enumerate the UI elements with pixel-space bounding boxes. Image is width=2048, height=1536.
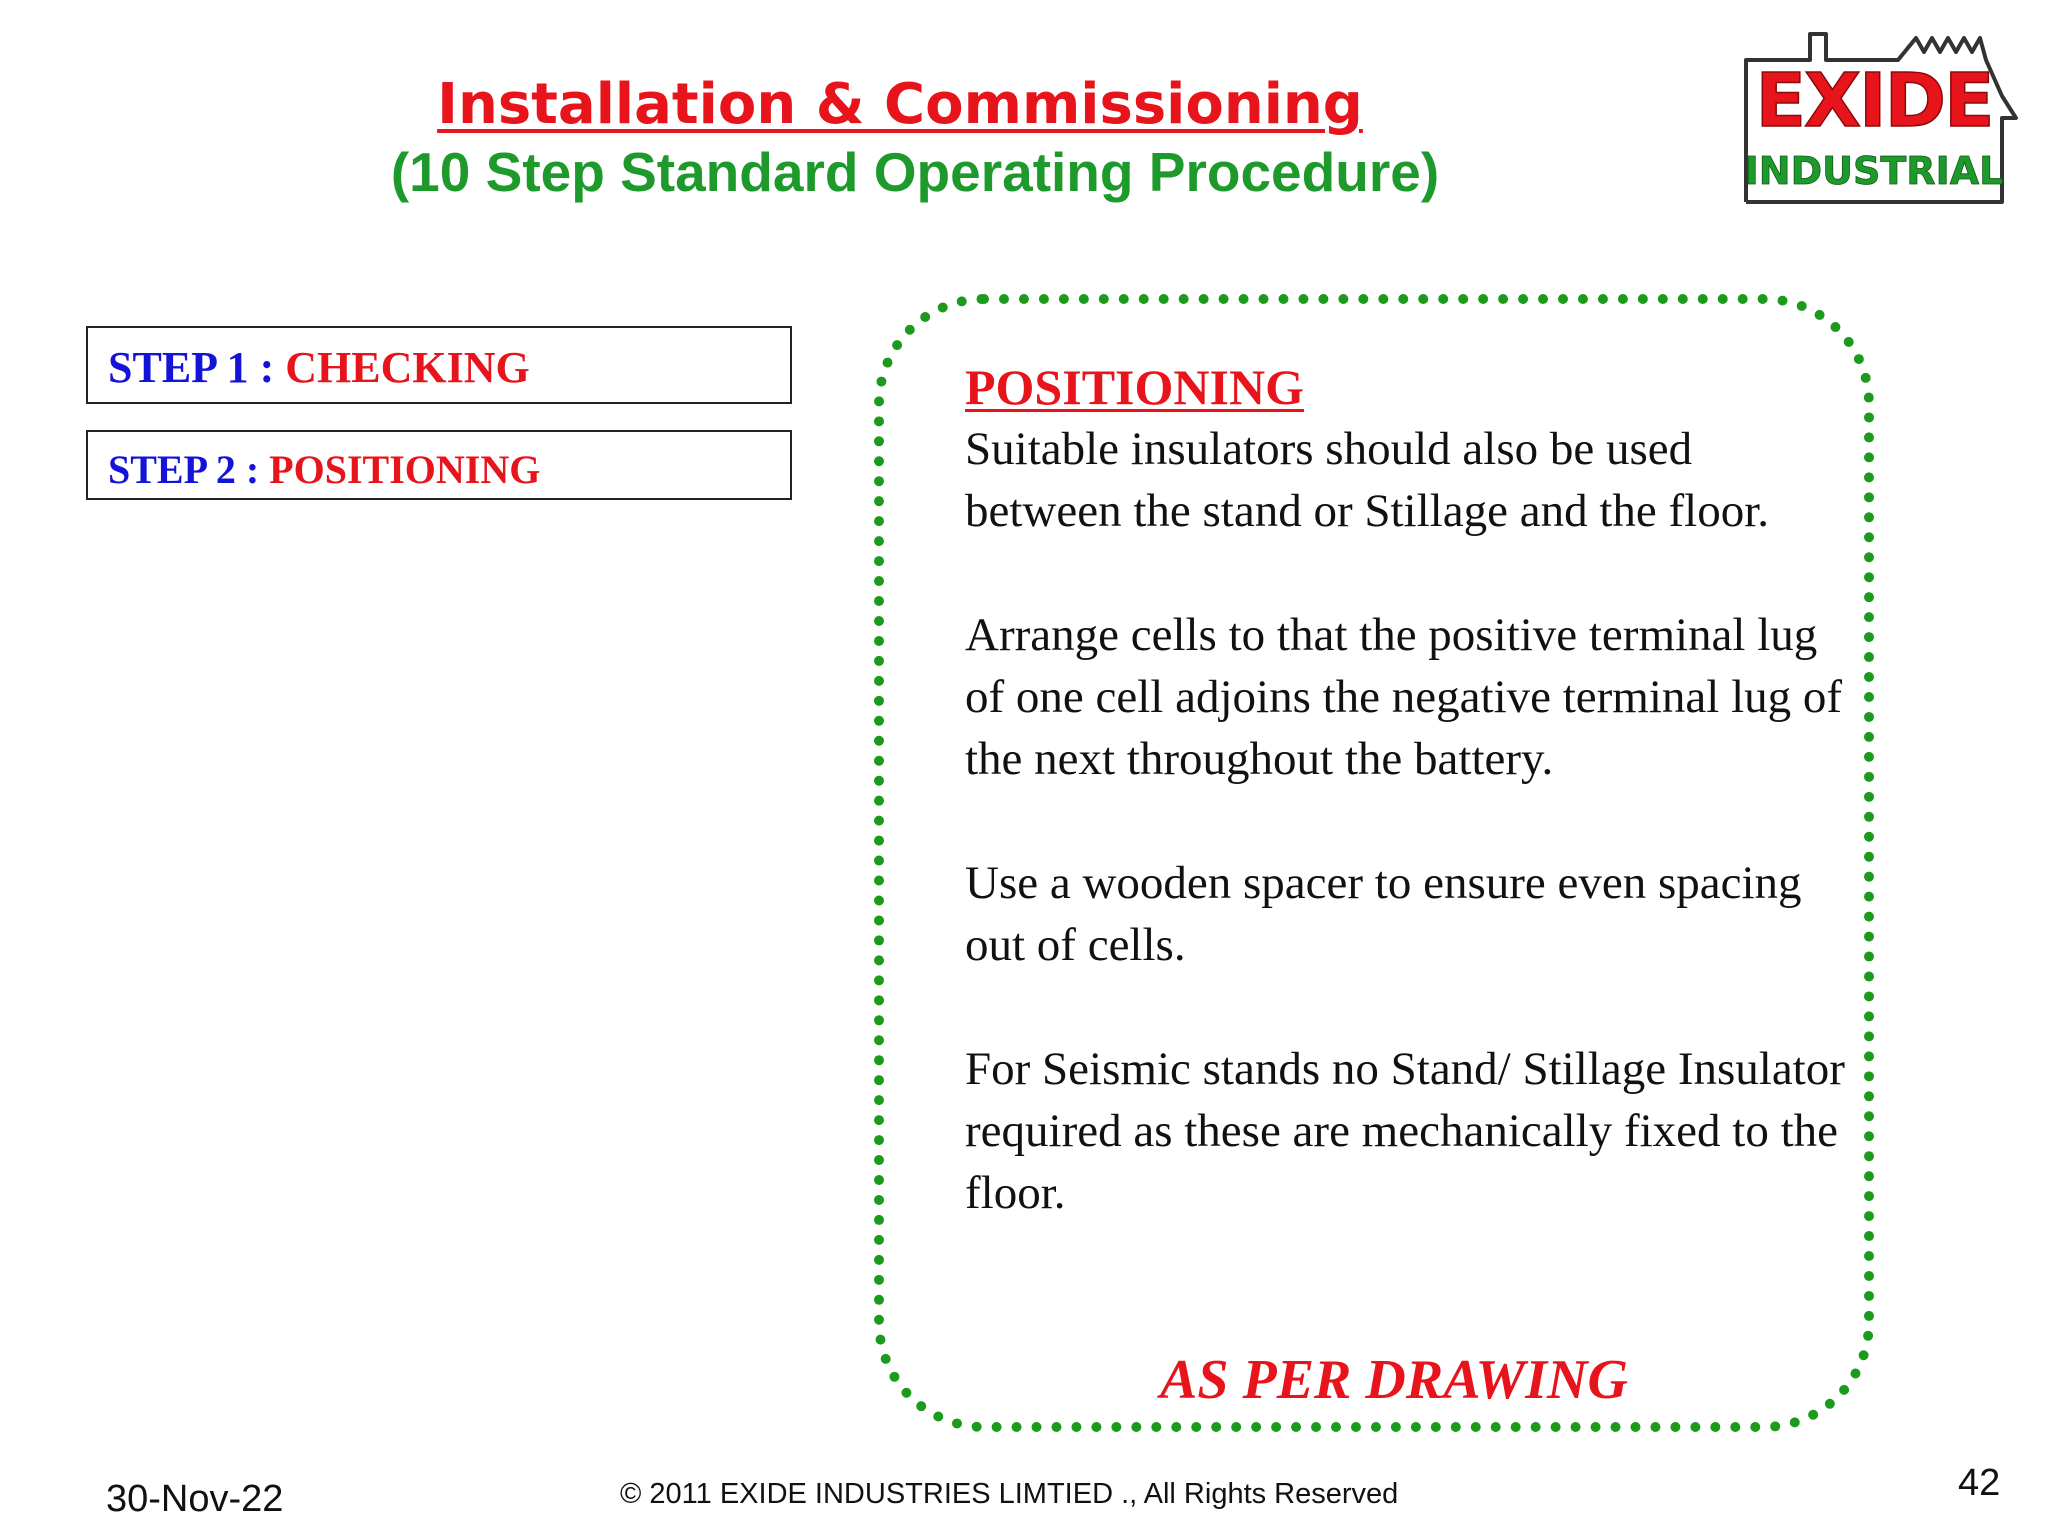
panel-paragraph-insulators: Suitable insulators should also be used between the stand or Stillage and the floor. [965, 423, 1770, 537]
step-1-name: CHECKING [285, 343, 530, 392]
step-2-box [86, 430, 792, 500]
step-2-label: STEP 2 : [108, 447, 260, 492]
slide-subtitle: (10 Step Standard Operating Procedure) [390, 141, 1440, 203]
positioning-panel-content [965, 356, 1845, 1224]
slide-title: Installation & Commissioning [437, 72, 1363, 137]
step-2-name: POSITIONING [269, 447, 541, 492]
page-number: 42 [1958, 1462, 2001, 1504]
panel-heading: POSITIONING [965, 359, 1304, 415]
panel-note: AS PER DRAWING [1160, 1349, 1628, 1411]
exide-industrial-logo [1740, 26, 2020, 208]
footer-date: 30-Nov-22 [106, 1478, 284, 1520]
panel-paragraph-wooden-spacer: Use a wooden spacer to ensure even spacing out of cells. [965, 857, 1802, 971]
panel-paragraph-seismic: For Seismic stands no Stand/ Stillage Insulator required as these are mechanically fixed to the floor. [965, 1043, 1845, 1219]
logo-sub-text: INDUSTRIAL [1744, 149, 2004, 193]
footer-copyright: © 2011 EXIDE INDUSTRIES LIMTIED ., All Rights Reserved [620, 1478, 1399, 1510]
step-1-box [86, 326, 792, 404]
panel-paragraph-arrange-cells: Arrange cells to that the positive terminal lug of one cell adjoins the negative terminal lug of the next throughout the battery. [965, 609, 1843, 785]
step-1-label: STEP 1 : [108, 343, 275, 392]
logo-brand-text: EXIDE [1755, 58, 1993, 144]
